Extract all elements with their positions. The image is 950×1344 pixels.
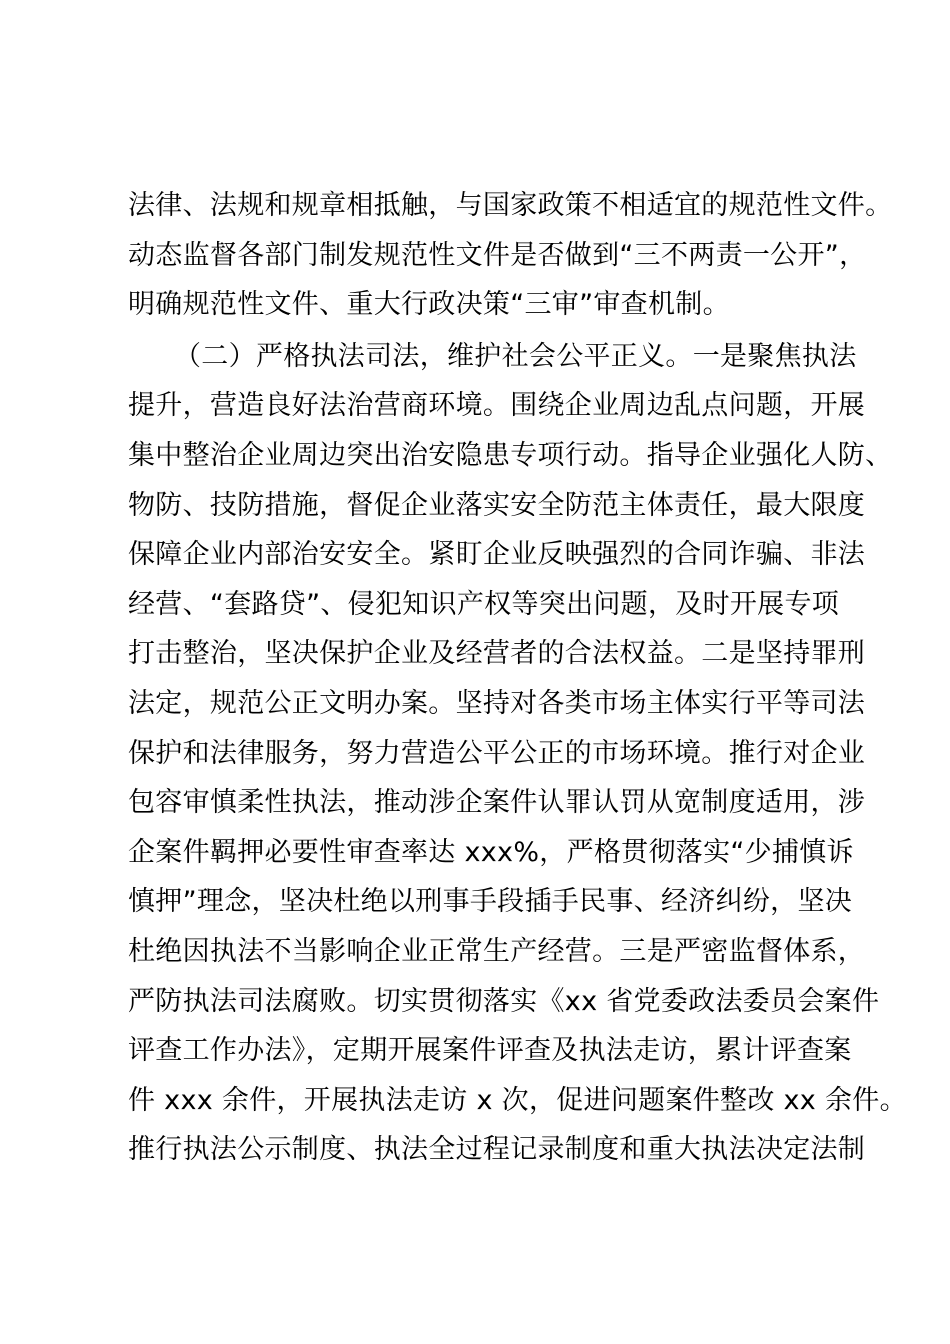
text-line: 严防执法司法腐败。切实贯彻落实《xx 省党委政法委员会案件	[128, 985, 880, 1017]
text-line: 保障企业内部治安安全。紧盯企业反映强烈的合同诈骗、非法	[128, 539, 866, 571]
text-line: 物防、技防措施，督促企业落实安全防范主体责任，最大限度	[128, 489, 866, 521]
text-line: 经营、“套路贷”、侵犯知识产权等突出问题，及时开展专项	[128, 588, 840, 620]
text-line: 提升，营造良好法治营商环境。围绕企业周边乱点问题，开展	[128, 390, 866, 422]
text-line: 杜绝因执法不当影响企业正常生产经营。三是严密监督体系，	[128, 935, 866, 967]
section-heading-line: （二）严格执法司法，维护社会公平正义。一是聚焦执法	[174, 340, 857, 372]
text-line: 打击整治，坚决保护企业及经营者的合法权益。二是坚持罪刑	[128, 638, 866, 670]
text-line: 动态监督各部门制发规范性文件是否做到“三不两责一公开”，	[128, 239, 867, 271]
text-line: 慎押”理念，坚决杜绝以刑事手段插手民事、经济纠纷，坚决	[128, 886, 853, 918]
text-line: 集中整治企业周边突出治安隐患专项行动。指导企业强化人防、	[128, 439, 893, 471]
text-line: 企案件羁押必要性审查率达 xxx%，严格贯彻落实“少捕慎诉	[128, 836, 854, 868]
text-line: 件 xxx 余件，开展执法走访 x 次，促进问题案件整改 xx 余件。	[128, 1084, 907, 1116]
text-line: 包容审慎柔性执法，推动涉企案件认罪认罚从宽制度适用，涉	[128, 787, 866, 819]
text-line: 保护和法律服务，努力营造公平公正的市场环境。推行对企业	[128, 737, 866, 769]
text-line: 明确规范性文件、重大行政决策“三审”审查机制。	[128, 289, 730, 321]
text-line: 法定，规范公正文明办案。坚持对各类市场主体实行平等司法	[128, 687, 866, 719]
body-text	[128, 181, 907, 1175]
text-line: 评查工作办法》，定期开展案件评查及执法走访，累计评查案	[128, 1035, 852, 1067]
text-line: 法律、法规和规章相抵触，与国家政策不相适宜的规范性文件。	[128, 190, 893, 221]
text-line: 推行执法公示制度、执法全过程记录制度和重大执法决定法制	[128, 1134, 866, 1166]
